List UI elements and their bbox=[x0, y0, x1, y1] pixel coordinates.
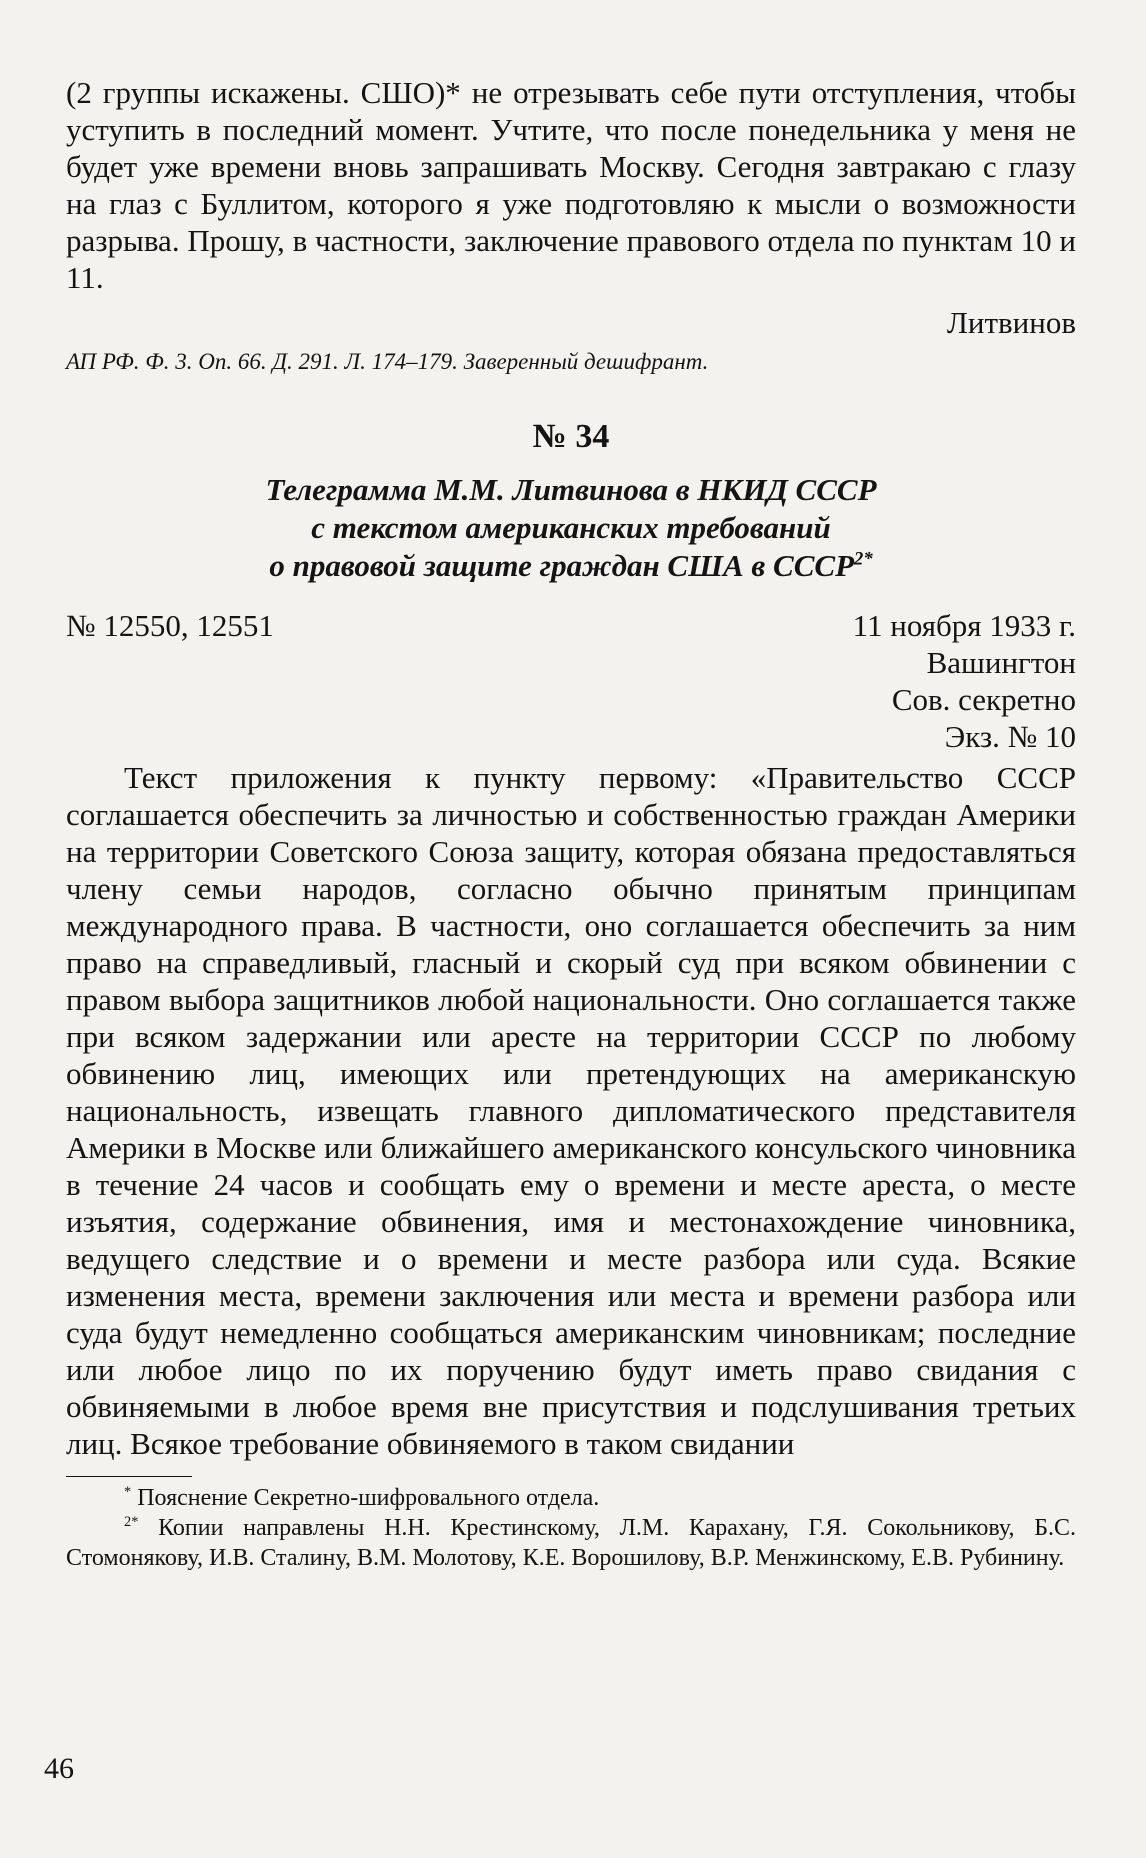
footnote-text: Копии направлены Н.Н. Крестинскому, Л.М. Карахану, Г.Я. Сокольникову, Б.С. Стомонякову, И.В. Сталину, В.М. Молотову, К.Е. Ворошилову, В.Р. Менжинскому, Е.В. Рубинину. bbox=[66, 1515, 1077, 1571]
footnote-text: Пояснение Секретно-шифровального отдела. bbox=[137, 1485, 600, 1511]
footnote-mark: 2* bbox=[124, 1514, 139, 1530]
footnote-mark: * bbox=[124, 1484, 132, 1500]
document-title-line: с текстом американских требований bbox=[311, 510, 831, 545]
document-title bbox=[66, 471, 1076, 585]
telegram-numbers: № 12550, 12551 bbox=[66, 608, 274, 643]
signature: Литвинов bbox=[946, 305, 1076, 340]
telegram-meta-row bbox=[66, 607, 1076, 644]
footnote-2 bbox=[66, 1513, 1076, 1573]
footnote-divider bbox=[66, 1476, 192, 1477]
copy-number: Экз. № 10 bbox=[944, 719, 1076, 754]
document-title-line: о правовой защите граждан США в СССР bbox=[269, 548, 855, 583]
document-title-line: Телеграмма М.М. Литвинова в НКИД СССР bbox=[265, 472, 877, 507]
document-number: № 34 bbox=[532, 418, 610, 455]
telegram-place: Вашингтон bbox=[926, 645, 1076, 680]
secrecy-stamp: Сов. секретно bbox=[891, 682, 1076, 717]
footnote-1 bbox=[66, 1483, 1076, 1513]
telegram-date: 11 ноября 1933 г. bbox=[852, 608, 1076, 643]
page-number: 46 bbox=[44, 1752, 74, 1785]
continuation-paragraph: (2 группы искажены. СШО)* не отрезывать себе пути отступления, чтобы уступить в последний момент. Учтите, что после понедельника у меня не будет уже времени вновь запрашивать Москву. Сегодня завтракаю с глазу на глаз с Буллитом, которого я уже подготовляю к мысли о возможности разрыва. Прошу, в частности, заключение правового отдела по пунктам 10 и 11. bbox=[66, 75, 1076, 295]
archive-reference: АП РФ. Ф. 3. Оп. 66. Д. 291. Л. 174–179. Заверенный дешифрант. bbox=[66, 349, 709, 374]
title-footnote-mark: 2* bbox=[854, 548, 873, 570]
main-text: Текст приложения к пункту первому: «Правительство СССР соглашается обеспечить за личностью и собственностью граждан Америки на территории Советского Союза защиту, которая обязана предоставляться члену семьи народов, согласно обычно принятым принципам международного права. В частности, оно соглашается обеспечить за ним право на справедливый, гласный и скорый суд при всяком обвинении с правом выбора защитников любой национальности. Оно соглашается также при всяком задержании или аресте на территории СССР по любому обвинению лиц, имеющих или претендующих на американскую национальность, извещать главного дипломатического представителя Америки в Москве или ближайшего американского консульского чиновника в течение 24 часов и сообщать ему о времени и месте ареста, о месте изъятия, содержание обвинения, имя и местонахождение чиновника, ведущего следствие и о времени и месте разбора или суда. Всякие изменения места, времени заключения или места и времени разбора или суда будут немедленно сообщаться американским чиновникам; последние или любое лицо по их поручению будут иметь право свидания с обвиняемыми в любое время вне присутствия и подслушивания третьих лиц. Всякое требование обвиняемого в таком свидании bbox=[66, 760, 1076, 1461]
